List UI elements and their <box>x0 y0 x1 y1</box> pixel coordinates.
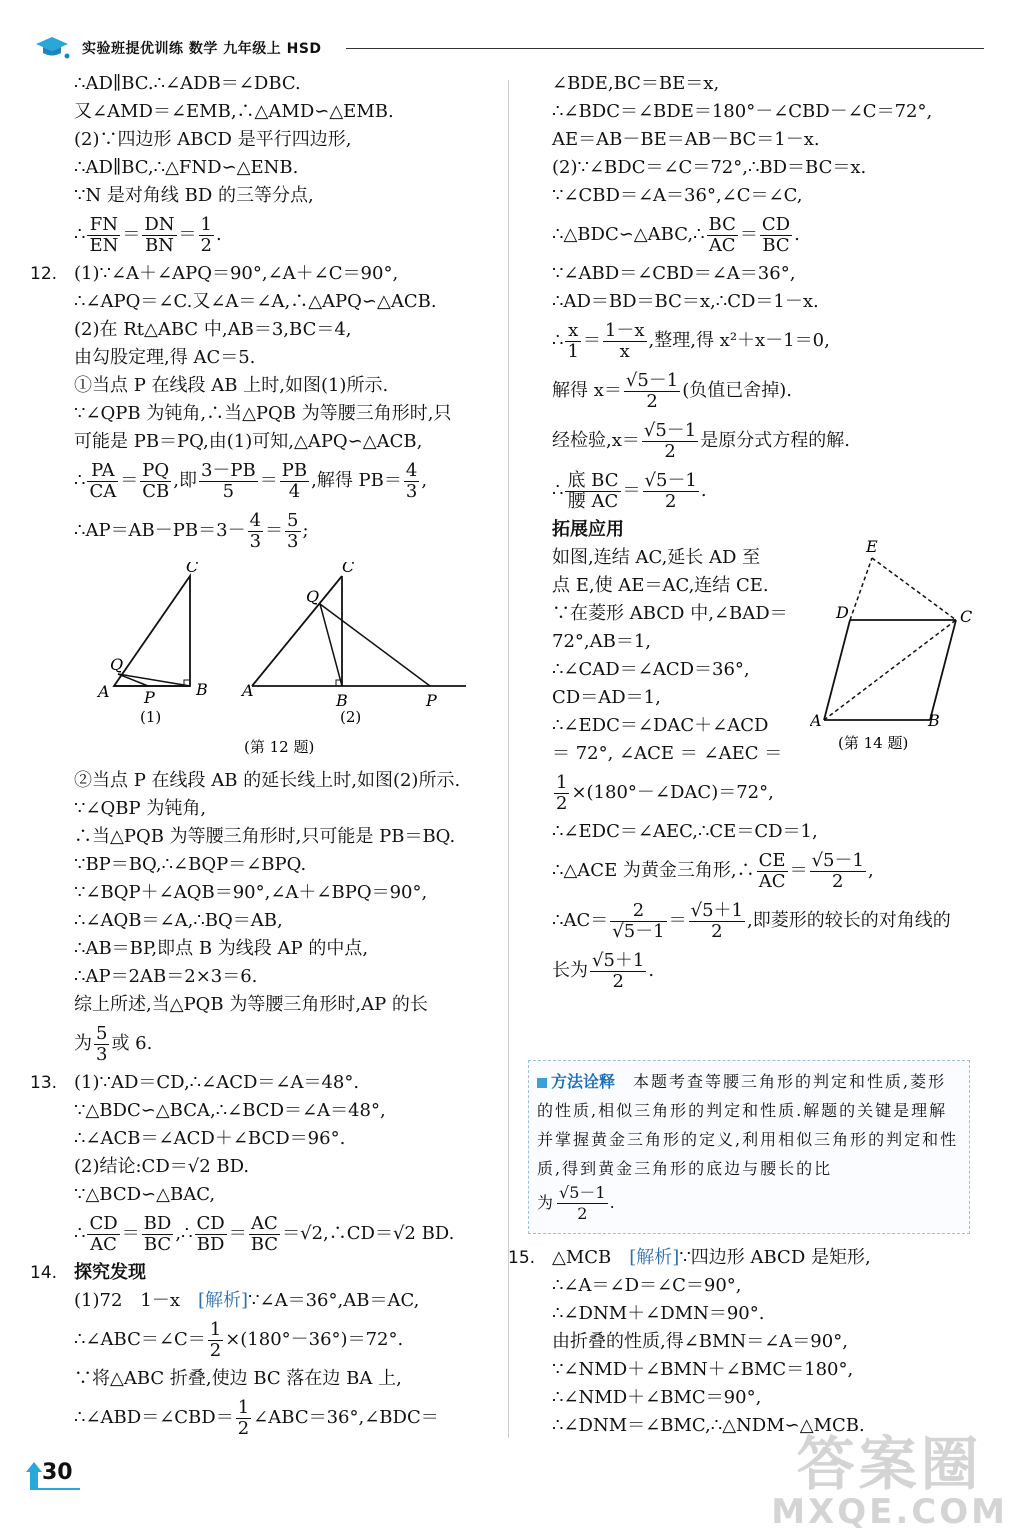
analysis-tag: [解析] <box>629 1247 680 1268</box>
text-line: ∴AP＝2AB＝2×3＝6. <box>74 966 258 987</box>
header-rule <box>346 48 984 49</box>
page-number: 30 <box>26 1458 86 1492</box>
label-C: C <box>342 562 355 576</box>
formula-line: ∴ $\frac{CD}{AC}$ ＝ $\frac{BD}{BC}$ ,∴ $\frac{CD}{BD}$ ＝ $\frac{AC}{BC}$ ＝√2,∴CD＝√2 BD. <box>74 1212 455 1255</box>
text-line: CD＝AD＝1, <box>552 687 661 708</box>
analysis-tag: [解析] <box>198 1290 249 1311</box>
extension-block <box>552 538 978 818</box>
section-heading: 拓展应用 <box>552 519 624 540</box>
question-15-line: 15. △MCB [解析]∵四边形 ABCD 是矩形, <box>552 1244 978 1272</box>
figure-12-1 <box>96 562 208 726</box>
square-icon <box>537 1078 547 1088</box>
label-Q: Q <box>306 587 320 606</box>
figure-14 <box>810 538 980 778</box>
question-number: 13. <box>30 1073 58 1093</box>
label-C: C <box>186 562 199 576</box>
watermark <box>771 1430 1008 1532</box>
watermark-url: MXQE.COM <box>771 1492 1008 1532</box>
label-B: B <box>928 711 940 730</box>
text-line: ∴∠A＝∠D＝∠C＝90°, <box>552 1275 742 1296</box>
formula-line: ∴∠ABC＝∠C＝ $\frac{1}{2}$ ×(180°－36°)＝72°. <box>74 1318 404 1361</box>
text-line: ∴∠NMD＋∠BMC＝90°, <box>552 1387 762 1408</box>
label-A: A <box>810 711 822 730</box>
text-line: ∵将△ABC 折叠,使边 BC 落在边 BA 上, <box>74 1368 402 1389</box>
label-P: P <box>426 691 437 710</box>
page-header <box>34 34 984 60</box>
text-line: (2)在 Rt△ABC 中,AB＝3,BC＝4, <box>74 319 352 340</box>
text-line: 72°,AB＝1, <box>552 631 652 652</box>
text-line: ∴∠CAD＝∠ACD＝36°, <box>552 659 750 680</box>
method-end: 为 $\frac{√5-1}{2}$ . <box>537 1183 617 1223</box>
text-line: ∵∠QBP 为钝角, <box>74 798 207 819</box>
formula-line: 长为 $\frac{√5+1}{2}$ . <box>552 949 655 992</box>
text-line: ∴∠BDC＝∠BDE＝180°－∠CBD－∠C＝72°, <box>552 101 933 122</box>
text-line: (2)∵∠BDC＝∠C＝72°,∴BD＝BC＝x. <box>552 157 867 178</box>
text-line: 综上所述,当△PQB 为等腰三角形时,AP 的长 <box>74 994 428 1015</box>
text-line: (2)∵四边形 ABCD 是平行四边形, <box>74 129 352 150</box>
question-15-block <box>508 1244 978 1440</box>
formula-line: ∴∠ABD＝∠CBD＝ $\frac{1}{2}$ ∠ABC＝36°,∠BDC＝ <box>74 1396 439 1439</box>
formula-line: ∴AC＝ $\frac{2}{√5-1}$ ＝ $\frac{√5+1}{2}$ ,即菱形的较长的对角线的 <box>552 899 951 942</box>
method-text: 方法诠释 本题考查等腰三角形的判定和性质,菱形的性质,相似三角形的判定和性质.解题的关键是理解并掌握黄金三角形的定义,利用相似三角形的判定和性质,得到黄金三角形的底边与腰长的比 <box>537 1072 959 1178</box>
formula-line: 经检验,x＝ $\frac{√5-1}{2}$ 是原分式方程的解. <box>552 419 850 462</box>
text-line: ∴AD∥BC.∴∠ADB＝∠DBC. <box>74 73 301 94</box>
figure-12-caption: (第 12 题) <box>244 738 315 756</box>
text-line: 点 E,使 AE＝AC,连结 CE. <box>552 575 769 596</box>
text-line: AE＝AB－BE＝AB－BC＝1－x. <box>552 129 820 150</box>
text-line: ∵∠NMD＋∠BMN＋∠BMC＝180°, <box>552 1359 854 1380</box>
formula-line: ∴ $\frac{PA}{CA}$ ＝ $\frac{PQ}{CB}$ ,即 $\frac{3-PB}{5}$ ＝ $\frac{PB}{4}$ ,解得 PB＝ $\frac{4}{3}$ , <box>74 459 428 502</box>
text-line: ①当点 P 在线段 AB 上时,如图(1)所示. <box>74 375 389 396</box>
text-line: 如图,连结 AC,延长 AD 至 <box>552 547 761 568</box>
text-line: ∵∠ABD＝∠CBD＝∠A＝36°, <box>552 263 796 284</box>
text-line: ∴∠DNM＝∠BMC,∴△NDM∽△MCB. <box>552 1415 865 1436</box>
formula-line: ∴△BDC∽△ABC,∴ $\frac{BC}{AC}$ ＝ $\frac{CD}{BC}$ . <box>552 213 800 256</box>
formula-line: 解得 x＝ $\frac{√5-1}{2}$ (负值已舍掉). <box>552 369 793 412</box>
text-line: ∵△BDC∽△BCA,∴∠BCD＝∠A＝48°, <box>74 1100 386 1121</box>
text-line: ∵在菱形 ABCD 中,∠BAD＝ <box>552 603 788 624</box>
label-B: B <box>336 691 348 710</box>
text-line: 由勾股定理,得 AC＝5. <box>74 347 256 368</box>
label-A: A <box>98 682 110 701</box>
left-column <box>30 70 502 1443</box>
question-14-line: 14. 探究发现 <box>74 1259 502 1287</box>
formula-line: $\frac{1}{2}$ ×(180°－∠DAC)＝72°, <box>556 771 774 814</box>
question-number: 12. <box>30 264 58 284</box>
text-line: ∴∠DNM＋∠DMN＝90°. <box>552 1303 765 1324</box>
figure-caption: (1) <box>140 708 162 726</box>
text-line: ∴∠ACB＝∠ACD＋∠BCD＝96°. <box>74 1128 346 1149</box>
text-line: ∵∠QPB 为钝角,∴当△PQB 为等腰三角形时,只 <box>74 403 452 424</box>
right-column <box>552 70 978 996</box>
text-line: (2)结论:CD＝√2 BD. <box>74 1156 250 1177</box>
label-E: E <box>866 538 878 556</box>
figure-12 <box>74 562 494 756</box>
column-divider <box>508 80 509 1438</box>
text-line: ∵△BCD∽△BAC, <box>74 1184 216 1205</box>
label-B: B <box>196 680 208 699</box>
text-line: ∴当△PQB 为等腰三角形时,只可能是 PB＝BQ. <box>74 826 456 847</box>
label-A: A <box>242 681 254 700</box>
watermark-logo-text: 答案圈 <box>796 1430 983 1498</box>
label-Q: Q <box>110 655 124 674</box>
label-P: P <box>144 688 155 707</box>
book-title: 实验班提优训练 数学 九年级上 HSD <box>82 41 322 57</box>
text-line: ∵N 是对角线 BD 的三等分点, <box>74 185 314 206</box>
formula-line: 为 $\frac{5}{3}$ 或 6. <box>74 1022 153 1065</box>
text-line: ∴AB＝BP,即点 B 为线段 AP 的中点, <box>74 938 369 959</box>
text-line: 由折叠的性质,得∠BMN＝∠A＝90°, <box>552 1331 848 1352</box>
text-line: ∴∠EDC＝∠DAC＋∠ACD <box>552 715 769 736</box>
text-line: ∵∠BQP＋∠AQB＝90°,∠A＋∠BPQ＝90°, <box>74 882 428 903</box>
formula-line: ∴AP＝AB－PB＝3－ $\frac{4}{3}$ ＝ $\frac{5}{3}$ ; <box>74 509 309 552</box>
text-line: (1)72 1－x [解析]∵∠A＝36°,AB＝AC, <box>74 1290 420 1311</box>
text-line: ∴∠EDC＝∠AEC,∴CE＝CD＝1, <box>552 821 818 842</box>
formula-line: ∴△ACE 为黄金三角形,∴ $\frac{CE}{AC}$ ＝ $\frac{√5-1}{2}$ , <box>552 849 874 892</box>
question-number: 15. <box>508 1248 536 1268</box>
formula-line: ∴ $\frac{x}{1}$ ＝ $\frac{1-x}{x}$ ,整理,得 x²＋x－1＝0, <box>552 319 830 362</box>
label-D: D <box>836 603 849 622</box>
text-line: ∵BP＝BQ,∴∠BQP＝∠BPQ. <box>74 854 307 875</box>
text-line: ∵∠CBD＝∠A＝36°,∠C＝∠C, <box>552 185 803 206</box>
question-13-line: 13. (1)∵AD＝CD,∴∠ACD＝∠A＝48°. <box>74 1069 502 1097</box>
question-12-line: 12. (1)∵∠A＋∠APQ＝90°,∠A＋∠C＝90°, <box>74 260 502 288</box>
figure-caption: (2) <box>340 708 362 726</box>
graduation-cap-icon <box>34 34 74 60</box>
text-line: ∴∠AQB＝∠A,∴BQ＝AB, <box>74 910 283 931</box>
formula-line: ∴ $\frac{FN}{EN}$ ＝ $\frac{DN}{BN}$ ＝ $\frac{1}{2}$ . <box>74 213 222 256</box>
text-line: 又∠AMD＝∠EMB,∴△AMD∽△EMB. <box>74 101 394 122</box>
text-line: ∴AD＝BD＝BC＝x,∴CD＝1－x. <box>552 291 819 312</box>
text-line: ＝ 72°, ∠ACE ＝ ∠AEC ＝ <box>552 743 783 764</box>
text-line: ∴AD∥BC,∴△FND∽△ENB. <box>74 157 299 178</box>
method-explanation-box <box>528 1060 970 1234</box>
label-C: C <box>960 607 973 626</box>
figure-caption: (第 14 题) <box>838 734 909 752</box>
figure-12-2 <box>240 562 466 726</box>
formula-line: ∴ $\frac{\text{底 BC}}{\text{腰 AC}}$ ＝ $\frac{√5-1}{2}$ . <box>552 469 707 512</box>
method-tag: 方法诠释 <box>551 1072 616 1091</box>
text-line: 可能是 PB＝PQ,由(1)可知,△APQ∽△ACB, <box>74 431 423 452</box>
text-line: ②当点 P 在线段 AB 的延长线上时,如图(2)所示. <box>74 770 461 791</box>
text-line: ∠BDE,BC＝BE＝x, <box>552 73 720 94</box>
question-number: 14. <box>30 1263 58 1283</box>
text-line: ∴∠APQ＝∠C.又∠A＝∠A,∴△APQ∽△ACB. <box>74 291 437 312</box>
